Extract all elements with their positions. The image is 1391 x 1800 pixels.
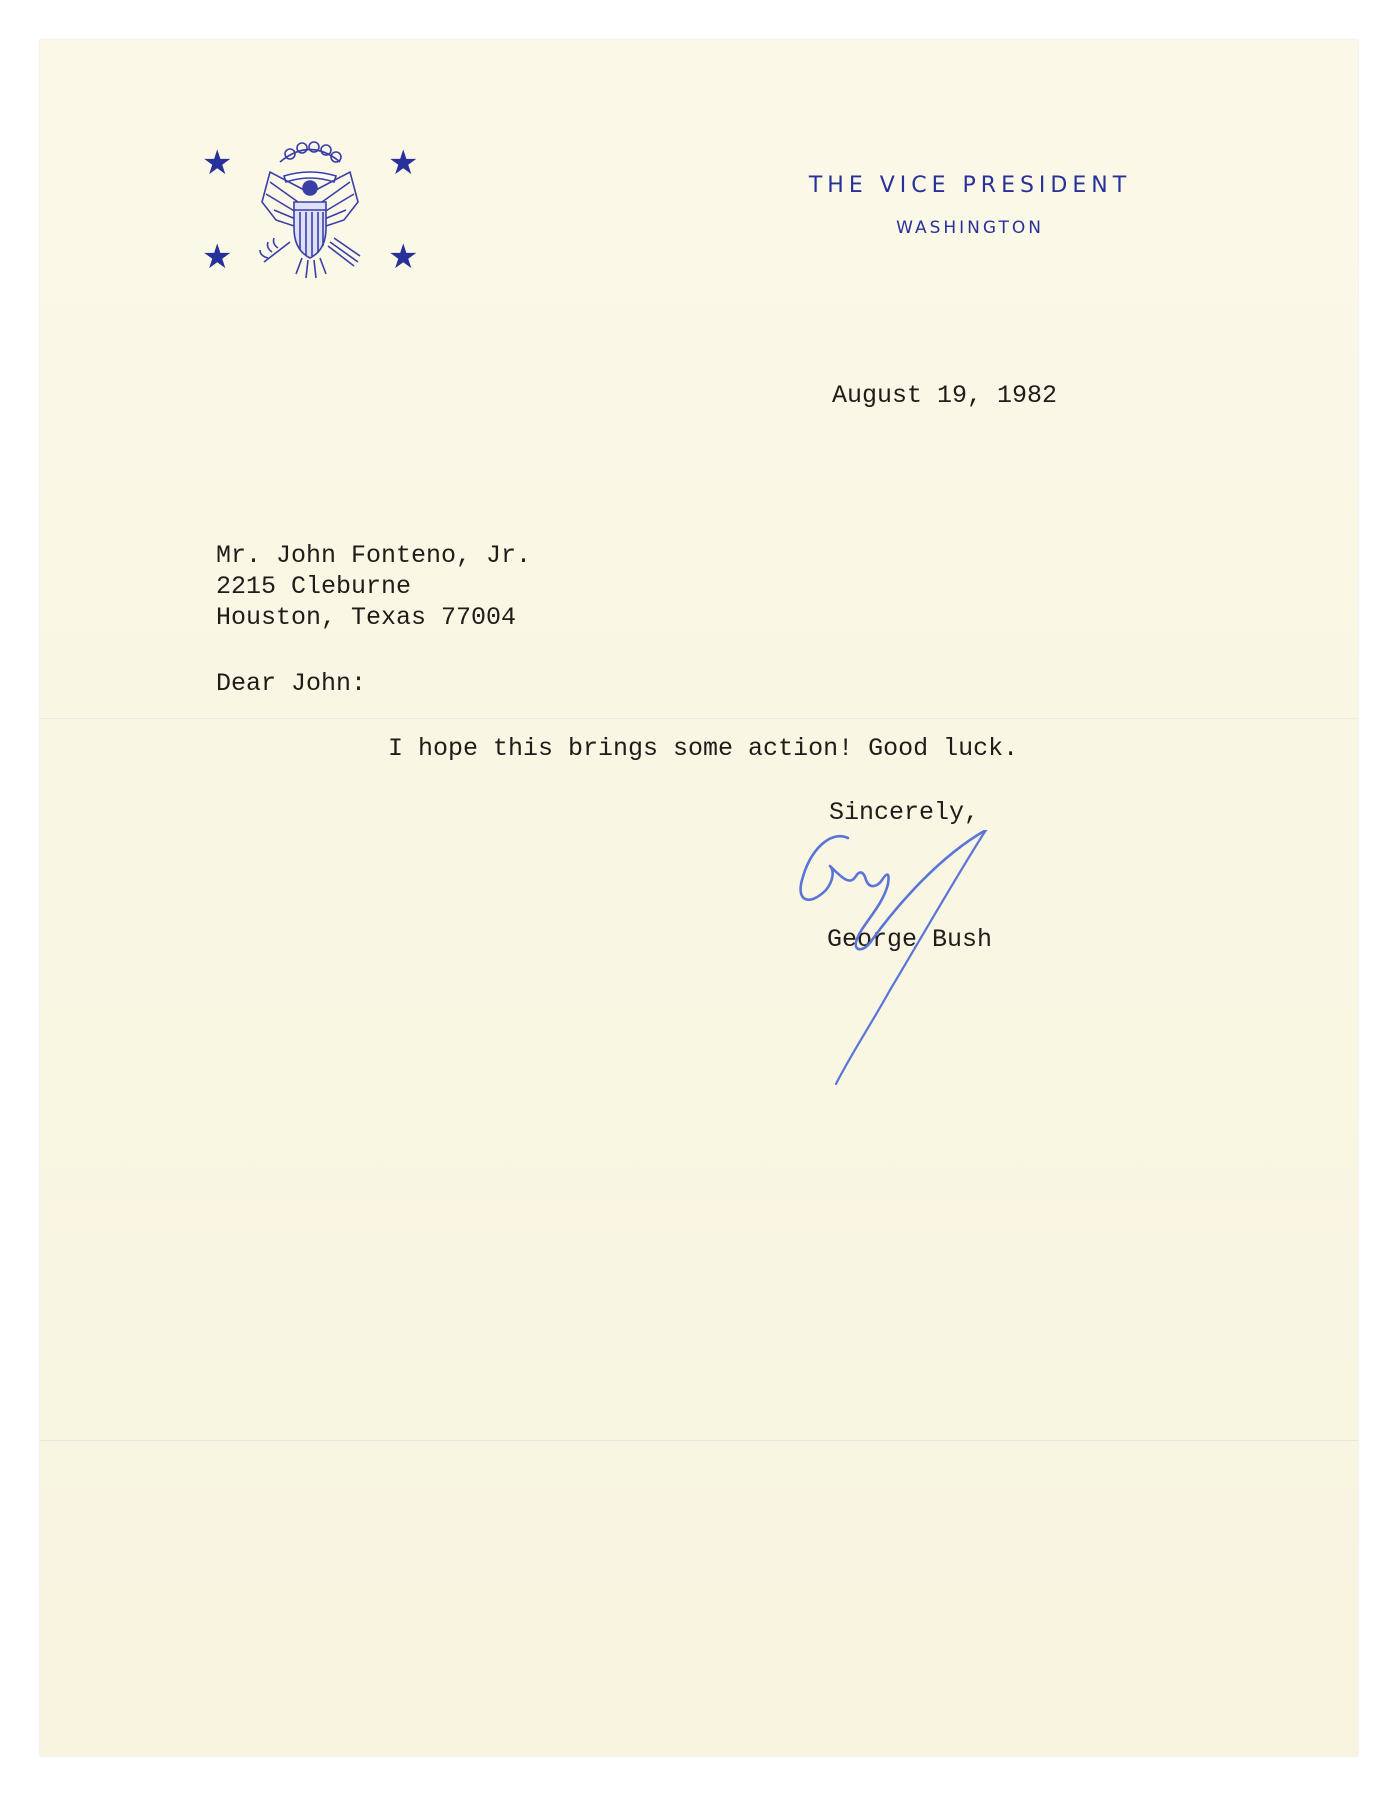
signature-name: George Bush: [827, 925, 993, 954]
letter-body: I hope this brings some action! Good luck.: [388, 734, 1019, 763]
star-icon: ★: [202, 143, 233, 183]
fold-crease-lower: [40, 1440, 1358, 1442]
vice-presidential-seal: [150, 100, 419, 300]
letterhead-title: THE VICE PRESIDENT: [808, 173, 1132, 198]
star-icon: ★: [388, 143, 419, 183]
star-icon: ★: [202, 237, 233, 277]
fold-crease-upper: [40, 718, 1358, 720]
eagle-seal-icon: [250, 132, 370, 282]
star-icon: ★: [388, 237, 419, 277]
closing: Sincerely,: [829, 798, 980, 827]
recipient-street: 2215 Cleburne: [216, 572, 412, 601]
letter-date: August 19, 1982: [832, 381, 1058, 410]
handwritten-signature: [790, 830, 1020, 1090]
letterhead-location: WASHINGTON: [896, 218, 1044, 238]
salutation: Dear John:: [216, 669, 367, 698]
recipient-city: Houston, Texas 77004: [216, 603, 517, 632]
recipient-name: Mr. John Fonteno, Jr.: [216, 541, 532, 570]
